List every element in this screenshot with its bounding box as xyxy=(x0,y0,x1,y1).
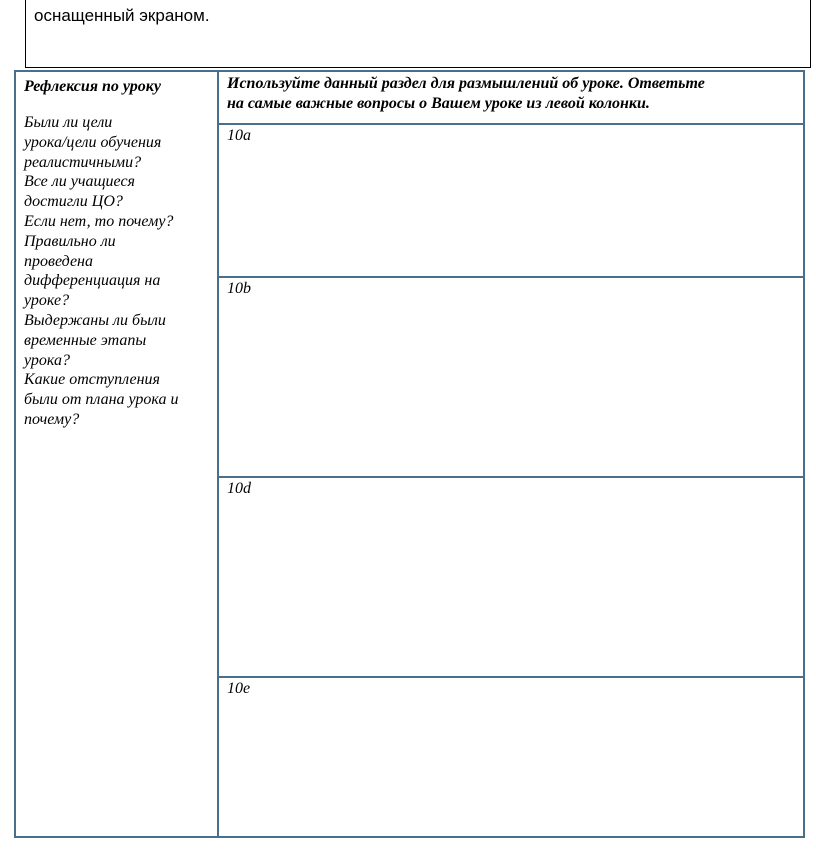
question-line: были от плана урока и xyxy=(24,391,179,409)
answer-cell-10d[interactable] xyxy=(219,478,803,678)
top-text: оснащенный экраном. xyxy=(34,6,210,25)
left-title: Рефлексия по уроку xyxy=(24,78,162,95)
answer-cell-10b[interactable] xyxy=(219,278,803,478)
header-line: Используйте данный раздел для размышлений об уроке. Ответьте xyxy=(227,75,705,92)
row-label: 10a xyxy=(227,127,251,144)
question-line: урока/цели обучения xyxy=(24,133,162,151)
question-line: Все ли учащиеся xyxy=(24,173,135,191)
question-line: Какие отступления xyxy=(24,371,160,389)
top-text-box xyxy=(25,0,811,68)
question-line: Правильно ли xyxy=(24,232,116,250)
header-text xyxy=(227,74,795,114)
header-line: на самые важные вопросы о Вашем уроке из левой колонки. xyxy=(227,95,650,112)
question-line: проведена xyxy=(24,252,93,270)
question-line: урока? xyxy=(24,351,70,369)
row-label: 10d xyxy=(227,480,251,497)
row-label: 10e xyxy=(227,680,251,697)
reflection-table xyxy=(14,70,805,838)
question-line: реалистичными? xyxy=(24,153,142,171)
question-line: уроке? xyxy=(24,292,70,310)
answer-cell-10a[interactable] xyxy=(219,125,803,278)
question-line: дифференциация на xyxy=(24,272,161,290)
question-line: Выдержаны ли были xyxy=(24,311,166,329)
reflection-questions xyxy=(24,113,214,430)
row-label: 10b xyxy=(227,280,251,297)
question-line: почему? xyxy=(24,410,80,428)
header-cell xyxy=(219,72,803,125)
right-column xyxy=(219,72,803,836)
left-column xyxy=(16,72,219,836)
question-line: Если нет, то почему? xyxy=(24,212,174,230)
answer-cell-10e[interactable] xyxy=(219,678,803,836)
question-line: достигли ЦО? xyxy=(24,193,123,211)
question-line: Были ли цели xyxy=(24,114,113,131)
question-line: временные этапы xyxy=(24,331,147,349)
